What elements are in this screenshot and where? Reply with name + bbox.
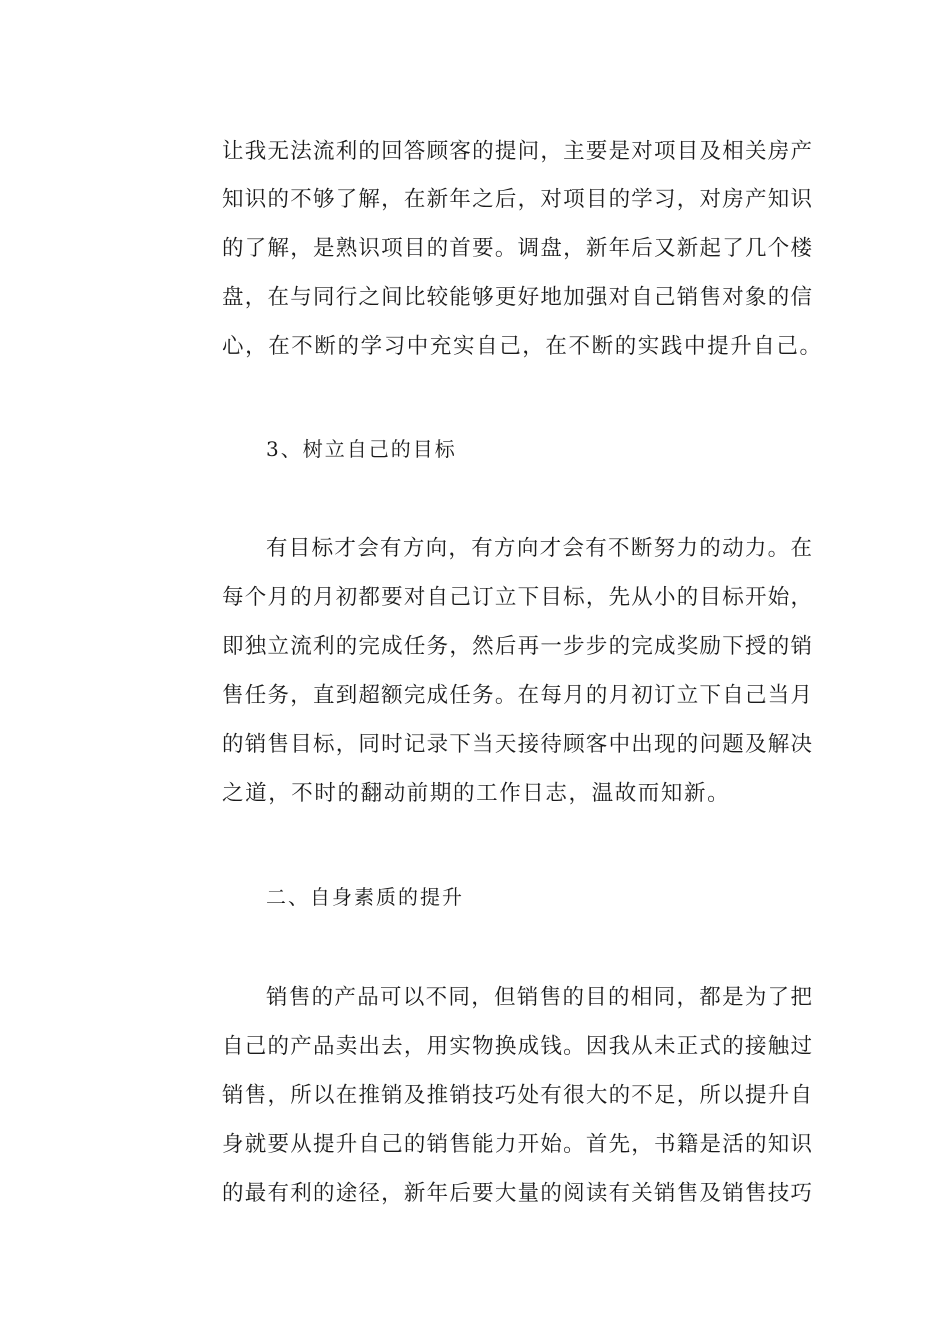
paragraph-2-line-1: 有目标才会有方向，有方向才会有不断努力的动力。在	[266, 536, 812, 561]
paragraph-3-line-2: 自己的产品卖出去，用实物换成钱。因我从未正式的接触过	[222, 1034, 812, 1059]
paragraph-2-line-4: 售任务，直到超额完成任务。在每月的月初订立下自己当月	[222, 683, 812, 708]
paragraph-1-line-4: 盘，在与同行之间比较能够更好地加强对自己销售对象的信	[222, 285, 812, 310]
paragraph-2-line-2: 每个月的月初都要对自己订立下目标，先从小的目标开始，	[222, 585, 812, 610]
paragraph-1-line-5: 心，在不断的学习中充实自己，在不断的实践中提升自己。	[222, 334, 823, 359]
paragraph-1-line-1: 让我无法流利的回答顾客的提问，主要是对项目及相关房产	[222, 139, 812, 164]
paragraph-1-line-2: 知识的不够了解，在新年之后，对项目的学习，对房产知识	[222, 187, 812, 212]
paragraph-2-line-3: 即独立流利的完成任务，然后再一步步的完成奖励下授的销	[222, 634, 812, 659]
paragraph-3-line-1: 销售的产品可以不同，但销售的目的相同，都是为了把	[266, 985, 812, 1010]
section-heading-2: 二、自身素质的提升	[266, 885, 464, 909]
paragraph-3-line-5: 的最有利的途径，新年后要大量的阅读有关销售及销售技巧	[222, 1181, 812, 1206]
section-heading-3: 3、树立自己的目标	[266, 437, 457, 461]
paragraph-1-line-3: 的了解，是熟识项目的首要。调盘，新年后又新起了几个楼	[222, 236, 812, 261]
paragraph-3-line-3: 销售，所以在推销及推销技巧处有很大的不足，所以提升自	[222, 1083, 812, 1108]
paragraph-2-line-5: 的销售目标，同时记录下当天接待顾客中出现的问题及解决	[222, 732, 812, 757]
paragraph-2-line-6: 之道，不时的翻动前期的工作日志，温故而知新。	[222, 781, 731, 806]
paragraph-3-line-4: 身就要从提升自己的销售能力开始。首先，书籍是活的知识	[222, 1132, 812, 1157]
